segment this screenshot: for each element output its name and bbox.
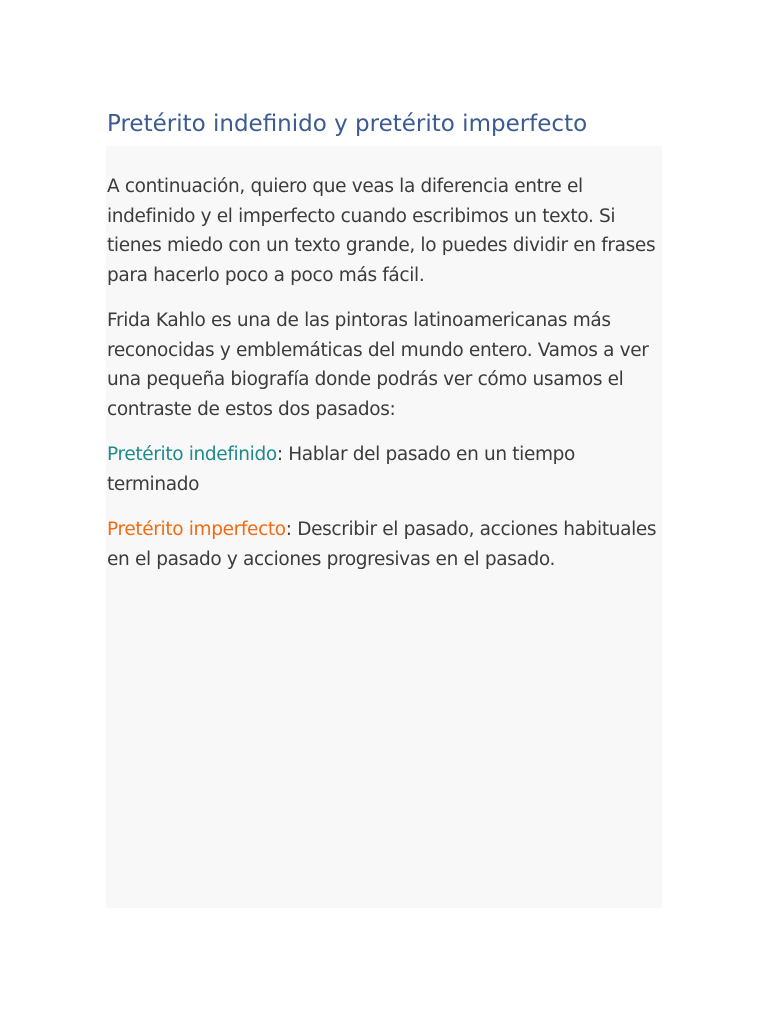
page-title: Pretérito indefinido y pretérito imperfecto bbox=[107, 111, 588, 137]
definition-imperfecto bbox=[107, 515, 662, 574]
intro-paragraph: A continuación, quiero que veas la diferencia entre el indefinido y el imperfecto cuando escribimos un texto. Si tienes miedo con un texto grande, lo puedes dividir en frases para hacerlo poco a poco más fácil. bbox=[107, 176, 656, 286]
frida-paragraph: Frida Kahlo es una de las pintoras latinoamericanas más reconocidas y emblemáticas del mundo entero. Vamos a ver una pequeña biografía donde podrás ver cómo usamos el contraste de estos dos pasados: bbox=[107, 310, 649, 420]
content-box bbox=[106, 146, 662, 908]
term-indefinido: Pretérito indefinido bbox=[107, 444, 277, 465]
term-imperfecto: Pretérito imperfecto bbox=[107, 519, 286, 540]
definition-imperfecto-text: : Describir el pasado, acciones habituales en el pasado y acciones progresivas en el pasado. bbox=[107, 519, 657, 570]
definition-indefinido-text: : Hablar del pasado en un tiempo terminado bbox=[107, 444, 576, 495]
definition-indefinido bbox=[107, 440, 662, 499]
